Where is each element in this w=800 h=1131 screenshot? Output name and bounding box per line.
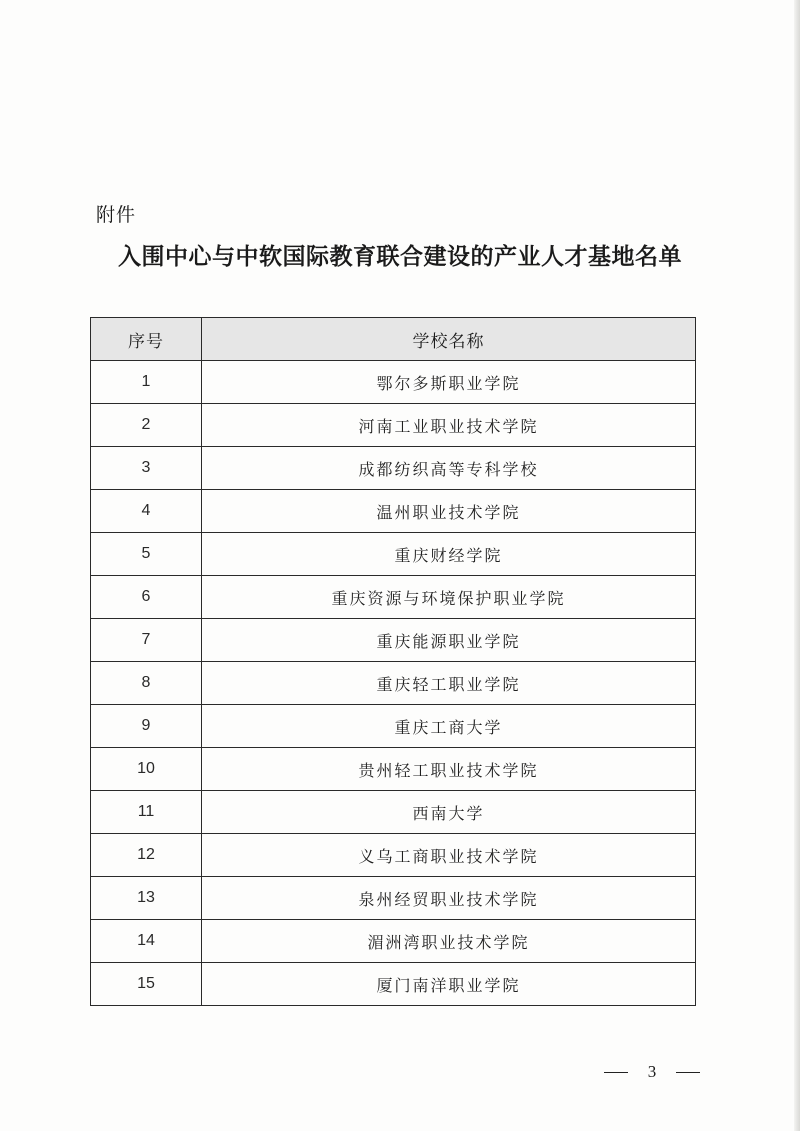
table-row: [91, 662, 696, 705]
table-body: [91, 361, 696, 1006]
table-row: [91, 490, 696, 533]
table-row: [91, 447, 696, 490]
table-row: [91, 404, 696, 447]
row-school-name: 西南大学: [202, 791, 696, 834]
page-number-dash-left: [604, 1072, 628, 1073]
row-school-name: 泉州经贸职业技术学院: [202, 877, 696, 920]
table-row: [91, 748, 696, 791]
row-serial-number: 2: [91, 404, 202, 447]
page-number-dash-right: [676, 1072, 700, 1073]
row-serial-number: 1: [91, 361, 202, 404]
row-school-name: 温州职业技术学院: [202, 490, 696, 533]
table-header-row: [91, 318, 696, 361]
row-school-name: 重庆工商大学: [202, 705, 696, 748]
row-school-name: 湄洲湾职业技术学院: [202, 920, 696, 963]
table-row: [91, 533, 696, 576]
row-serial-number: 11: [91, 791, 202, 834]
attachment-label: 附件: [96, 204, 137, 226]
table-row: [91, 877, 696, 920]
row-serial-number: 5: [91, 533, 202, 576]
row-serial-number: 12: [91, 834, 202, 877]
row-school-name: 重庆财经学院: [202, 533, 696, 576]
row-school-name: 鄂尔多斯职业学院: [202, 361, 696, 404]
row-school-name: 义乌工商职业技术学院: [202, 834, 696, 877]
table-row: [91, 791, 696, 834]
row-serial-number: 15: [91, 963, 202, 1006]
row-serial-number: 13: [91, 877, 202, 920]
page-footer: [604, 1062, 700, 1082]
row-serial-number: 7: [91, 619, 202, 662]
row-serial-number: 9: [91, 705, 202, 748]
row-school-name: 贵州轻工职业技术学院: [202, 748, 696, 791]
row-school-name: 重庆资源与环境保护职业学院: [202, 576, 696, 619]
table-row: [91, 619, 696, 662]
row-serial-number: 14: [91, 920, 202, 963]
row-serial-number: 6: [91, 576, 202, 619]
row-serial-number: 3: [91, 447, 202, 490]
header-serial-number: 序号: [91, 318, 202, 361]
row-serial-number: 4: [91, 490, 202, 533]
row-school-name: 厦门南洋职业学院: [202, 963, 696, 1006]
table-row: [91, 920, 696, 963]
table-row: [91, 834, 696, 877]
scan-edge: [794, 0, 800, 1131]
header-school-name: 学校名称: [202, 318, 696, 361]
table-row: [91, 576, 696, 619]
row-serial-number: 8: [91, 662, 202, 705]
table-row: [91, 361, 696, 404]
school-list-table: [90, 317, 696, 1006]
row-school-name: 河南工业职业技术学院: [202, 404, 696, 447]
row-school-name: 重庆能源职业学院: [202, 619, 696, 662]
table-row: [91, 963, 696, 1006]
page-number: 3: [647, 1062, 657, 1081]
row-serial-number: 10: [91, 748, 202, 791]
table-row: [91, 705, 696, 748]
document-title: 入围中心与中软国际教育联合建设的产业人才基地名单: [118, 243, 682, 270]
row-school-name: 重庆轻工职业学院: [202, 662, 696, 705]
row-school-name: 成都纺织高等专科学校: [202, 447, 696, 490]
